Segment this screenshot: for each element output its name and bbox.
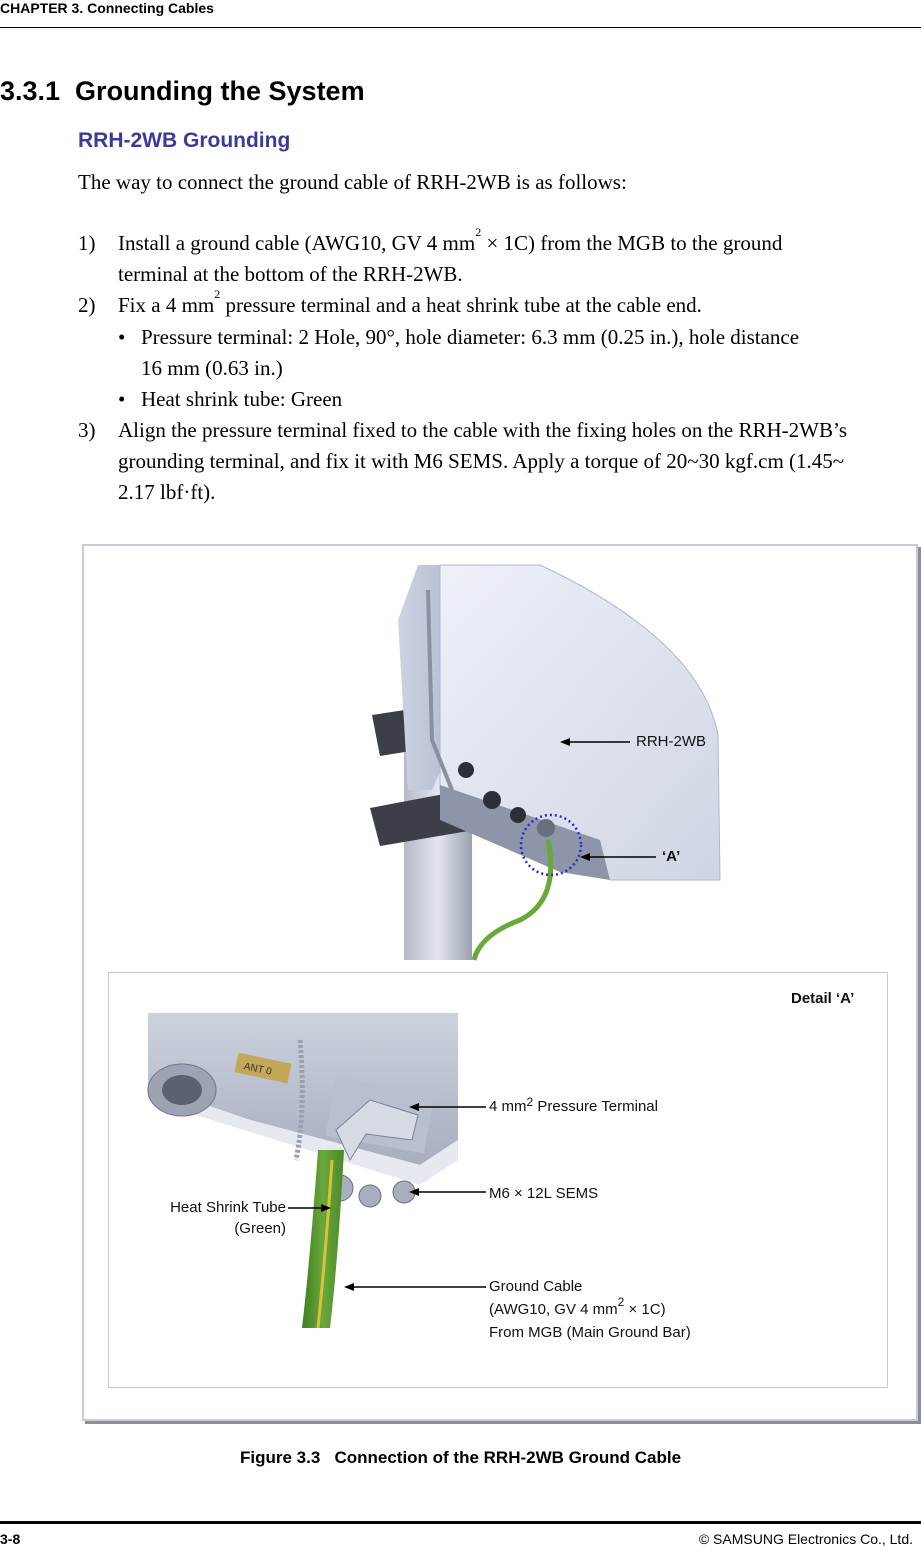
label-rrh: RRH-2WB [636, 733, 706, 750]
ant-label: ANT 0 [242, 1061, 273, 1078]
step-text: × 1C) from the MGB to the ground [481, 231, 783, 255]
step-number: 2) [78, 293, 96, 317]
bullet-icon: • [118, 387, 126, 411]
step-text: Install a ground cable (AWG10, GV 4 mm [118, 231, 476, 255]
bullet-icon: • [118, 325, 126, 349]
detail-title: Detail ‘A’ [791, 990, 855, 1007]
ground-cable [302, 1150, 344, 1328]
label-text: Pressure Terminal [533, 1098, 658, 1115]
figure-caption: Figure 3.3 Connection of the RRH-2WB Ground Cable [239, 1448, 682, 1467]
label-text: (AWG10, GV 4 mm [489, 1301, 618, 1318]
label-text: From MGB (Main Ground Bar) [489, 1324, 691, 1341]
label-text: 4 mm [489, 1098, 527, 1115]
bullet-text: 16 mm (0.63 in.) [141, 356, 283, 380]
superscript: 2 [526, 1095, 534, 1109]
intro-paragraph: The way to connect the ground cable of RRH-2WB is as follows: [78, 170, 627, 194]
chapter-header: CHAPTER 3. Connecting Cables [0, 0, 214, 16]
label-heat-shrink-tube [158, 1199, 286, 1237]
label-ground-cable [489, 1275, 691, 1344]
screw [359, 1185, 381, 1207]
subsection-title: RRH-2WB Grounding [78, 129, 291, 152]
superscript: 2 [617, 1295, 625, 1309]
bullet-text: Heat shrink tube: Green [141, 387, 343, 411]
label-text [489, 1295, 691, 1321]
step-text: Align the pressure terminal fixed to the cable with the fixing holes on the RRH-2WB’s [118, 418, 848, 442]
label-text: Heat Shrink Tube [170, 1199, 286, 1216]
label-sems: M6 × 12L SEMS [489, 1185, 599, 1202]
label-text: (Green) [234, 1220, 286, 1237]
step-text: pressure terminal and a heat shrink tube at the cable end. [220, 293, 702, 317]
footer-divider [0, 1521, 921, 1524]
step-text: terminal at the bottom of the RRH-2WB. [118, 262, 463, 286]
label-detail-a: ‘A’ [662, 848, 681, 865]
step-number: 1) [78, 231, 96, 255]
label-pressure-terminal [489, 1095, 658, 1115]
step-text: Fix a 4 mm [118, 293, 215, 317]
step-number: 3) [78, 418, 96, 442]
arrow-icon [344, 1283, 354, 1291]
label-text: × 1C) [624, 1301, 666, 1318]
step-text: grounding terminal, and fix it with M6 SEMS. Apply a torque of 20~30 kgf.cm (1.45~ [118, 449, 845, 473]
step-text: 2.17 lbf·ft). [118, 480, 216, 504]
superscript: 2 [214, 287, 221, 301]
label-text: Ground Cable [489, 1278, 583, 1295]
superscript: 2 [475, 225, 482, 239]
copyright: © SAMSUNG Electronics Co., Ltd. [698, 1531, 913, 1547]
connector [162, 1075, 202, 1105]
section-title: 3.3.1 Grounding the System [0, 76, 365, 106]
bullet-text: Pressure terminal: 2 Hole, 90°, hole diameter: 6.3 mm (0.25 in.), hole distance [141, 325, 800, 349]
page-number: 3-8 [0, 1531, 21, 1547]
